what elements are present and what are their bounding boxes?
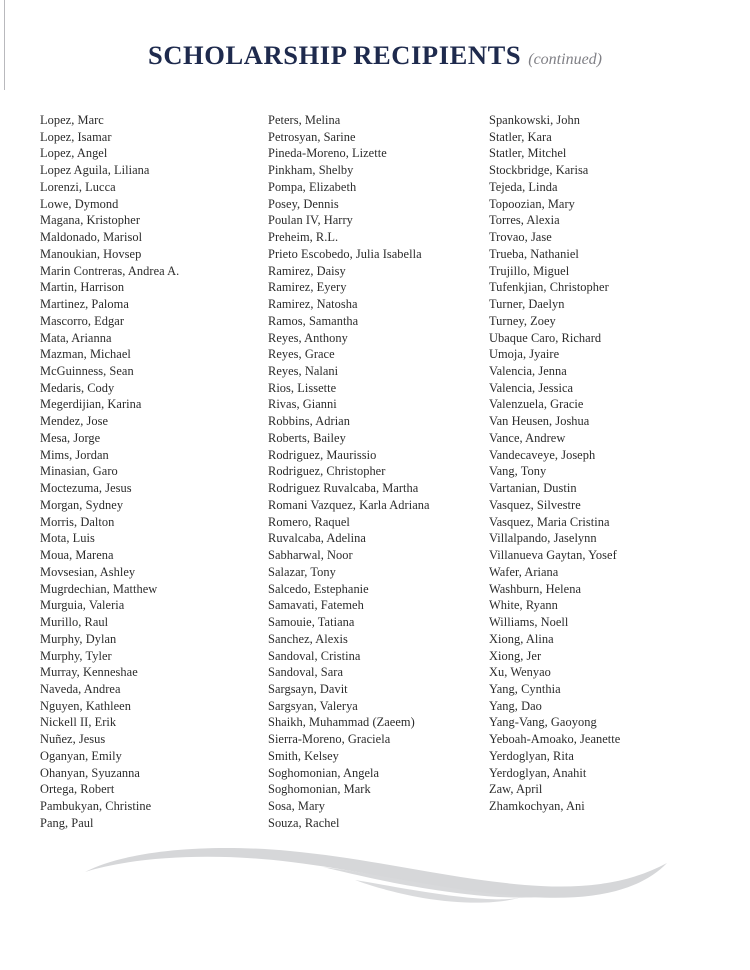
recipient-name: Sierra-Moreno, Graciela xyxy=(268,732,391,747)
recipient-name: Ortega, Robert xyxy=(40,782,115,797)
recipient-name: Spankowski, John xyxy=(489,113,580,127)
recipient-name: Moua, Marena xyxy=(40,548,114,563)
recipient-name: Xu, Wenyao xyxy=(489,665,551,680)
recipient-name: Medaris, Cody xyxy=(40,380,115,395)
recipient-name: Soghomonian, Mark xyxy=(268,782,371,797)
recipient-name: Xiong, Jer xyxy=(489,648,542,663)
recipient-name: Valencia, Jessica xyxy=(489,380,574,395)
recipient-name: Souza, Rachel xyxy=(268,815,340,830)
recipient-name: Marin Contreras, Andrea A. xyxy=(40,263,180,278)
recipient-name: Mascorro, Edgar xyxy=(40,313,125,328)
recipient-name: Pang, Paul xyxy=(40,815,94,830)
recipient-name: Romani Vazquez, Karla Adriana xyxy=(268,497,430,512)
recipient-name: Mota, Luis xyxy=(40,531,95,546)
page-title-main: SCHOLARSHIP RECIPIENTS xyxy=(147,40,522,70)
recipient-name: Naveda, Andrea xyxy=(40,681,121,696)
recipient-name: Rodriguez Ruvalcaba, Martha xyxy=(268,481,419,496)
recipient-name: Prieto Escobedo, Julia Isabella xyxy=(268,246,422,261)
recipient-column-2 xyxy=(268,112,483,832)
recipient-name: Morris, Dalton xyxy=(40,514,115,529)
recipient-name: Lopez, Angel xyxy=(40,146,108,161)
recipient-name: Vartanian, Dustin xyxy=(489,481,577,496)
recipient-name: Murillo, Raul xyxy=(40,615,109,630)
recipient-name: Tufenkjian, Christopher xyxy=(489,280,609,295)
recipient-name: Mazman, Michael xyxy=(40,347,131,362)
recipient-name: Villanueva Gaytan, Yosef xyxy=(489,548,617,563)
recipient-name: Mata, Arianna xyxy=(40,330,112,345)
recipient-name: Vasquez, Silvestre xyxy=(489,497,581,512)
recipient-name: McGuinness, Sean xyxy=(40,364,134,379)
recipient-name: Ramirez, Daisy xyxy=(268,263,346,278)
recipient-name: Sargsyan, Valerya xyxy=(268,698,358,713)
recipient-name: Martinez, Paloma xyxy=(40,297,129,312)
recipient-name: Lopez, Marc xyxy=(40,113,104,127)
recipient-name: Sanchez, Alexis xyxy=(268,631,348,646)
recipient-name: Nguyen, Kathleen xyxy=(40,698,131,713)
recipient-name: Vang, Tony xyxy=(489,464,547,479)
recipient-name: Mendez, Jose xyxy=(40,414,109,429)
recipient-name: Sargsayn, Davit xyxy=(268,681,348,696)
recipient-name: Yang, Cynthia xyxy=(489,681,561,696)
recipient-name: Zaw, April xyxy=(489,782,543,797)
recipient-name: Soghomonian, Angela xyxy=(268,765,380,780)
recipient-name: Shaikh, Muhammad (Zaeem) xyxy=(268,715,415,730)
recipient-name: Ramirez, Eyery xyxy=(268,280,347,295)
recipient-name: Wafer, Ariana xyxy=(489,564,559,579)
recipient-name: Oganyan, Emily xyxy=(40,748,122,763)
recipient-name: Sosa, Mary xyxy=(268,799,325,814)
recipient-name: White, Ryann xyxy=(489,598,558,613)
recipient-name: Peters, Melina xyxy=(268,113,341,127)
recipient-column-3 xyxy=(489,112,719,815)
recipient-name: Williams, Noell xyxy=(489,615,569,630)
recipient-name: Megerdijian, Karina xyxy=(40,397,142,412)
recipient-name: Stockbridge, Karisa xyxy=(489,163,589,178)
recipient-name: Romero, Raquel xyxy=(268,514,350,529)
recipient-name: Pambukyan, Christine xyxy=(40,799,152,814)
recipient-name: Sabharwal, Noor xyxy=(268,548,353,563)
recipient-name: Trujillo, Miguel xyxy=(489,263,570,278)
recipient-name: Pineda-Moreno, Lizette xyxy=(268,146,387,161)
recipient-name: Yeboah-Amoako, Jeanette xyxy=(489,732,621,747)
recipient-name: Murray, Kenneshae xyxy=(40,665,138,680)
recipient-name: Statler, Mitchel xyxy=(489,146,567,161)
recipient-name: Mugrdechian, Matthew xyxy=(40,581,158,596)
recipient-name: Valenzuela, Gracie xyxy=(489,397,584,412)
recipient-name: Rios, Lissette xyxy=(268,380,337,395)
recipient-name: Morgan, Sydney xyxy=(40,497,124,512)
recipient-name: Yang-Vang, Gaoyong xyxy=(489,715,597,730)
recipient-name: Yerdoglyan, Anahit xyxy=(489,765,587,780)
recipient-name: Pompa, Elizabeth xyxy=(268,179,357,194)
recipient-name: Ramos, Samantha xyxy=(268,313,359,328)
recipient-name: Valencia, Jenna xyxy=(489,364,567,379)
recipient-name: Lopez Aguila, Liliana xyxy=(40,163,150,178)
page-title-continued: (continued) xyxy=(528,51,602,68)
decorative-swoosh xyxy=(55,845,705,915)
recipient-name: Rodriguez, Christopher xyxy=(268,464,386,479)
recipient-name: Ubaque Caro, Richard xyxy=(489,330,602,345)
recipient-name: Rodriguez, Maurissio xyxy=(268,447,377,462)
recipient-column-1 xyxy=(40,112,255,832)
page-title xyxy=(0,40,750,71)
recipient-name: Nuñez, Jesus xyxy=(40,732,106,747)
recipient-name: Samouie, Tatiana xyxy=(268,615,355,630)
recipient-name: Turney, Zoey xyxy=(489,313,556,328)
recipient-name: Magana, Kristopher xyxy=(40,213,140,228)
recipient-name: Ruvalcaba, Adelina xyxy=(268,531,366,546)
recipient-name: Sandoval, Sara xyxy=(268,665,344,680)
recipient-name: Lorenzi, Lucca xyxy=(40,179,116,194)
recipient-name: Maldonado, Marisol xyxy=(40,230,143,245)
recipient-name: Washburn, Helena xyxy=(489,581,582,596)
recipient-name: Yang, Dao xyxy=(489,698,542,713)
recipient-name: Lowe, Dymond xyxy=(40,196,119,211)
recipient-name: Nickell II, Erik xyxy=(40,715,117,730)
recipient-name: Murphy, Tyler xyxy=(40,648,112,663)
recipient-name: Topoozian, Mary xyxy=(489,196,575,211)
recipient-name: Torres, Alexia xyxy=(489,213,560,228)
recipient-name: Poulan IV, Harry xyxy=(268,213,353,228)
recipient-name: Vance, Andrew xyxy=(489,430,566,445)
recipient-name: Smith, Kelsey xyxy=(268,748,339,763)
recipient-name: Yerdoglyan, Rita xyxy=(489,748,574,763)
recipient-name: Reyes, Anthony xyxy=(268,330,348,345)
recipient-name: Samavati, Fatemeh xyxy=(268,598,364,613)
recipient-name: Vasquez, Maria Cristina xyxy=(489,514,610,529)
recipient-name: Reyes, Grace xyxy=(268,347,335,362)
recipient-name: Manoukian, Hovsep xyxy=(40,246,142,261)
recipient-name: Umoja, Jyaire xyxy=(489,347,560,362)
recipient-name: Preheim, R.L. xyxy=(268,230,339,245)
recipient-name: Vandecaveye, Joseph xyxy=(489,447,596,462)
recipient-name: Tejeda, Linda xyxy=(489,179,558,194)
recipient-name: Roberts, Bailey xyxy=(268,430,346,445)
recipient-name: Ohanyan, Syuzanna xyxy=(40,765,140,780)
recipient-name: Murphy, Dylan xyxy=(40,631,117,646)
recipient-name: Moctezuma, Jesus xyxy=(40,481,132,496)
recipient-name: Robbins, Adrian xyxy=(268,414,350,429)
recipient-name: Murguia, Valeria xyxy=(40,598,125,613)
recipient-name: Van Heusen, Joshua xyxy=(489,414,590,429)
recipient-name: Salazar, Tony xyxy=(268,564,336,579)
recipient-name: Trueba, Nathaniel xyxy=(489,246,579,261)
recipient-name: Lopez, Isamar xyxy=(40,129,112,144)
recipient-name: Movsesian, Ashley xyxy=(40,564,136,579)
recipient-name: Rivas, Gianni xyxy=(268,397,337,412)
recipient-name: Mesa, Jorge xyxy=(40,430,101,445)
recipient-name: Villalpando, Jaselynn xyxy=(489,531,597,546)
recipient-name: Posey, Dennis xyxy=(268,196,339,211)
recipient-name: Zhamkochyan, Ani xyxy=(489,799,585,814)
recipient-name: Reyes, Nalani xyxy=(268,364,339,379)
recipient-name: Mims, Jordan xyxy=(40,447,109,462)
recipient-name: Minasian, Garo xyxy=(40,464,118,479)
recipient-name: Sandoval, Cristina xyxy=(268,648,361,663)
recipient-name: Ramirez, Natosha xyxy=(268,297,358,312)
recipient-name: Salcedo, Estephanie xyxy=(268,581,369,596)
recipient-name: Xiong, Alina xyxy=(489,631,554,646)
recipient-name: Trovao, Jase xyxy=(489,230,552,245)
recipient-name: Petrosyan, Sarine xyxy=(268,129,356,144)
recipients-columns xyxy=(0,112,750,832)
recipient-name: Pinkham, Shelby xyxy=(268,163,354,178)
recipient-name: Statler, Kara xyxy=(489,129,552,144)
recipient-name: Turner, Daelyn xyxy=(489,297,565,312)
recipient-name: Martin, Harrison xyxy=(40,280,125,295)
